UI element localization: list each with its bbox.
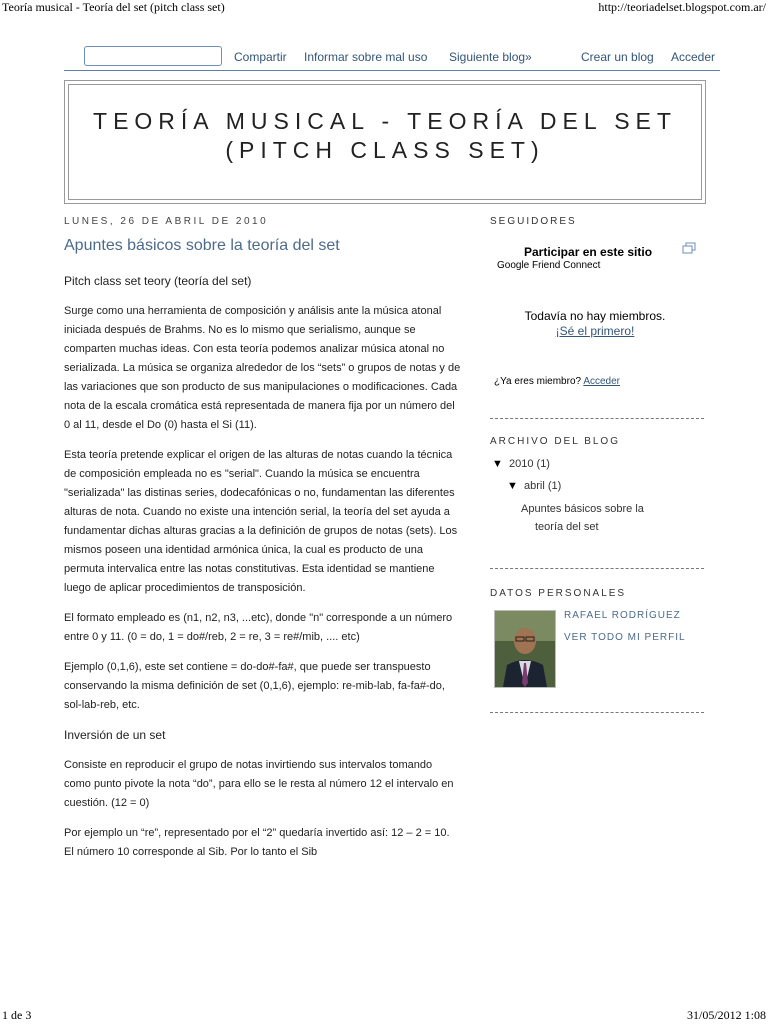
post-paragraph: El formato empleado es (n1, n2, n3, ...etc), donde "n" corresponde a un número entre 0 y 11. (0 = do, 1 = do#/reb, 2 = re, 3 = re#/mib, .... etc) (64, 612, 453, 643)
view-profile-link[interactable]: VER TODO MI PERFIL (564, 632, 686, 643)
archive-post-line2: teoría del set (535, 521, 599, 533)
profile-photo (495, 611, 555, 687)
triangle-down-icon[interactable]: ▼ (492, 458, 503, 470)
report-abuse-link[interactable]: Informar sobre mal uso (304, 50, 428, 64)
print-header-title: Teoría musical - Teoría del set (pitch class set) (2, 0, 225, 14)
archive-month[interactable]: abril (1) (524, 480, 562, 492)
post-paragraph: Consiste en reproducir el grupo de notas invirtiendo sus intervalos tomando como punto pivote la nota “do”, para ello se le resta al número 12 el intervalo en cuestión. (12 = 0) (64, 759, 454, 809)
blog-title-line1: TEORÍA MUSICAL - TEORÍA DEL SET (93, 108, 677, 134)
gfc-subtitle: Google Friend Connect (497, 260, 601, 271)
already-member-row (494, 376, 620, 387)
divider (490, 712, 704, 713)
post-paragraph: Ejemplo (0,1,6), este set contiene = do-do#-fa#, que puede ser transpuesto conservando la misma definición de set (0,1,6), ejemplo: re-mib-lab, fa-fa#-do, sol-lab-reb, etc. (64, 661, 445, 711)
post-paragraph: Por ejemplo un “re”, representado por el “2” quedaría invertido así: 12 – 2 = 10. El número 10 corresponde al Sib. Por lo tanto el Sib (64, 827, 450, 858)
post-paragraph: Esta teoría pretende explicar el origen de las alturas de notas cuando la técnica de composición empleada no es "serial". Cuando la música se encuentra "serializada" las distinas series, dodecafónicas o no, fundamentan las diferentes alturas de nota. Cuando no existe una intención serial, la teoría del set ayuda a fundamentar dichas alturas gracias a la definición de grupos de notas (sets). Los mismos poseen una identidad armónica única, la cual es producto de una permuta intervalica entre las notas constitutivas. Esta identidad se mantiene luego de aplicar procedimientos de transposición. (64, 449, 458, 594)
post-paragraph: Surge como una herramienta de composición y análisis ante la música atonal iniciada después de Brahms. No es lo mismo que serialismo, aunque se comparten muchas ideas. Con esta teoría podemos analizar música atonal no serializada. La música se organiza alrededor de los “sets” o grupos de notas y de las variaciones que son producto de sus manipulaciones o modificaciones. Cada nota de la escala cromática está representada de manera fija por un número del 0 al 11, desde el Do (0) hasta el Si (11). (64, 305, 461, 431)
print-footer-page: 1 de 3 (2, 1008, 32, 1022)
profile-heading: DATOS PERSONALES (490, 588, 627, 599)
create-blog-link[interactable]: Crear un blog (581, 50, 654, 64)
divider (490, 568, 704, 569)
post-body (64, 272, 462, 873)
member-signin-link[interactable]: Acceder (583, 376, 620, 387)
sign-in-link[interactable]: Acceder (671, 50, 716, 64)
followers-heading: SEGUIDORES (490, 216, 577, 227)
post-date: LUNES, 26 DE ABRIL DE 2010 (64, 216, 269, 227)
section-heading: Inversión de un set (64, 728, 166, 742)
print-footer-date: 31/05/2012 1:08 (686, 1008, 766, 1022)
divider (490, 418, 704, 419)
archive-post-line1: Apuntes básicos sobre la (521, 503, 644, 515)
post-title[interactable]: Apuntes básicos sobre la teoría del set (64, 237, 340, 254)
print-header-url: http://teoriadelset.blogspot.com.ar/ (598, 0, 766, 14)
archive-year[interactable]: 2010 (1) (509, 458, 550, 470)
avatar[interactable] (494, 610, 556, 688)
no-members-text: Todavía no hay miembros. (524, 309, 666, 323)
blogger-navbar (64, 44, 720, 71)
already-member-text: ¿Ya eres miembro? (494, 376, 582, 387)
be-first-link[interactable]: ¡Sé el primero! (555, 324, 635, 338)
blog-title-line2: (PITCH CLASS SET) (225, 137, 545, 163)
archive-heading: ARCHIVO DEL BLOG (490, 436, 620, 447)
profile-name-link[interactable]: RAFAEL RODRÍGUEZ (564, 610, 681, 621)
triangle-down-icon[interactable]: ▼ (507, 480, 518, 492)
gfc-join-title[interactable]: Participar en este sitio (524, 245, 653, 259)
window-icon[interactable] (682, 242, 696, 254)
blog-header (64, 80, 706, 204)
post-subtitle: Pitch class set teory (teoría del set) (64, 274, 252, 288)
blog-title[interactable] (69, 107, 701, 165)
next-blog-link[interactable]: Siguiente blog» (449, 50, 532, 64)
search-input[interactable] (84, 46, 222, 66)
share-link[interactable]: Compartir (234, 50, 287, 64)
archive-post-link[interactable] (521, 500, 701, 536)
